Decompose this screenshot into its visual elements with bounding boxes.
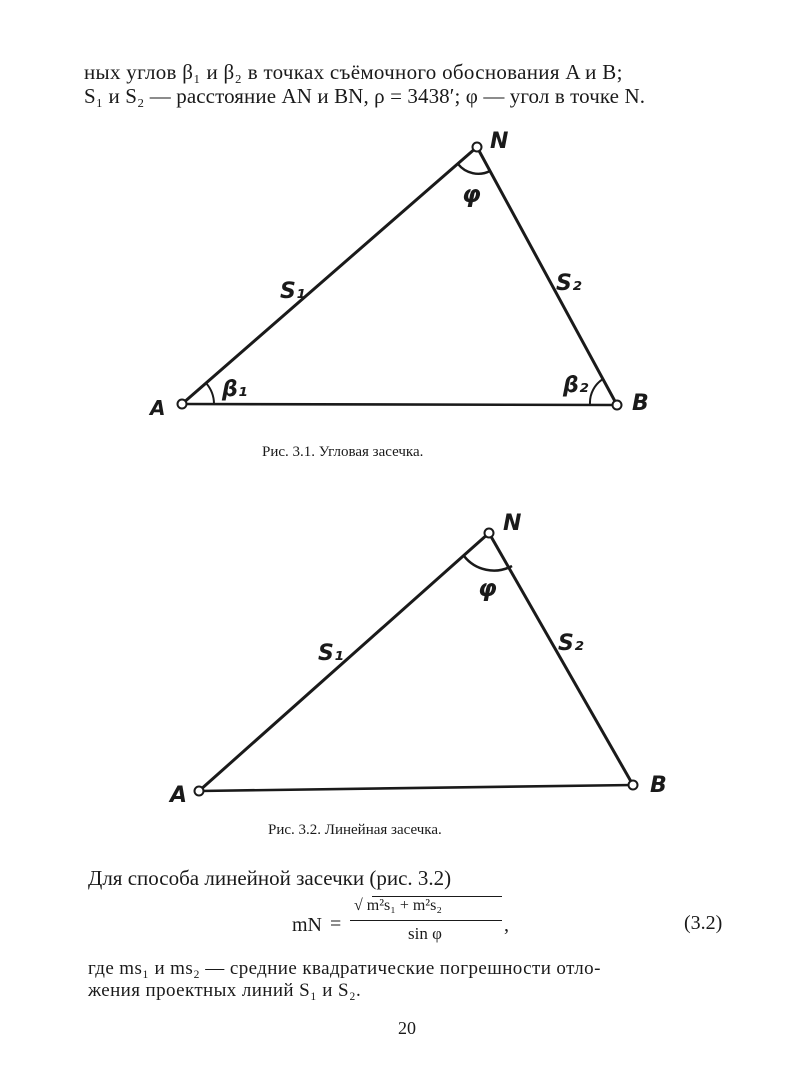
formula-equals: = [330, 913, 342, 935]
figure-linear-intersection [168, 511, 667, 808]
formula-number: (3.2) [684, 912, 723, 934]
label-n: N [503, 511, 522, 536]
label-s2: S₂ [556, 271, 582, 296]
where-line-1: где ms₁ и ms₂ — средние квадратические погрешности отло- [88, 958, 601, 979]
side-s1 [182, 147, 477, 404]
label-beta1: β₁ [222, 377, 248, 402]
figure-1-caption: Рис. 3.1. Угловая засечка. [262, 444, 424, 460]
formula-lhs: mN [292, 914, 322, 936]
label-a: A [170, 783, 188, 808]
label-s2: S₂ [558, 631, 584, 656]
label-b: B [632, 391, 649, 416]
label-s1: S₁ [318, 641, 344, 666]
angle-beta2-arc [590, 379, 603, 404]
label-n: N [490, 129, 509, 154]
figure-angular-intersection [148, 129, 649, 420]
intro-line-1: ных углов β₁ и β₂ в точках съёмочного обоснования A и B; [84, 60, 623, 84]
intro-line-2: S₁ и S₂ — расстояние AN и BN, ρ = 3438′; φ — угол в точке N. [84, 84, 646, 108]
base-ab [199, 785, 633, 791]
label-s1: S₁ [280, 279, 306, 304]
side-s2 [477, 147, 617, 405]
sqrt-sign: √ [354, 897, 367, 914]
figure-2-caption: Рис. 3.2. Линейная засечка. [268, 822, 442, 838]
formula-lead-text: Для способа линейной засечки (рис. 3.2) [88, 866, 452, 890]
label-a: A [150, 396, 166, 420]
page-number: 20 [398, 1018, 416, 1038]
angle-beta1-arc [206, 383, 214, 404]
formula-numerator: √ m²s₁ + m²s₂ [354, 897, 442, 914]
point-b [629, 781, 638, 790]
side-s1 [199, 533, 489, 791]
sqrt-bar [372, 896, 502, 897]
angle-phi-arc [458, 164, 490, 174]
label-b: B [650, 773, 667, 798]
point-a [178, 400, 187, 409]
formula-denominator: sin φ [408, 924, 442, 943]
where-line-2: жения проектных линий S₁ и S₂. [88, 980, 362, 1001]
point-b [613, 401, 622, 410]
point-a [195, 787, 204, 796]
point-n [473, 143, 482, 152]
fraction-bar [350, 920, 502, 921]
label-beta2: β₂ [563, 373, 589, 398]
label-phi: φ [462, 180, 481, 208]
side-s2 [489, 533, 633, 785]
formula-comma: , [504, 914, 509, 936]
point-n [485, 529, 494, 538]
label-phi: φ [478, 574, 497, 602]
base-ab [182, 404, 617, 405]
